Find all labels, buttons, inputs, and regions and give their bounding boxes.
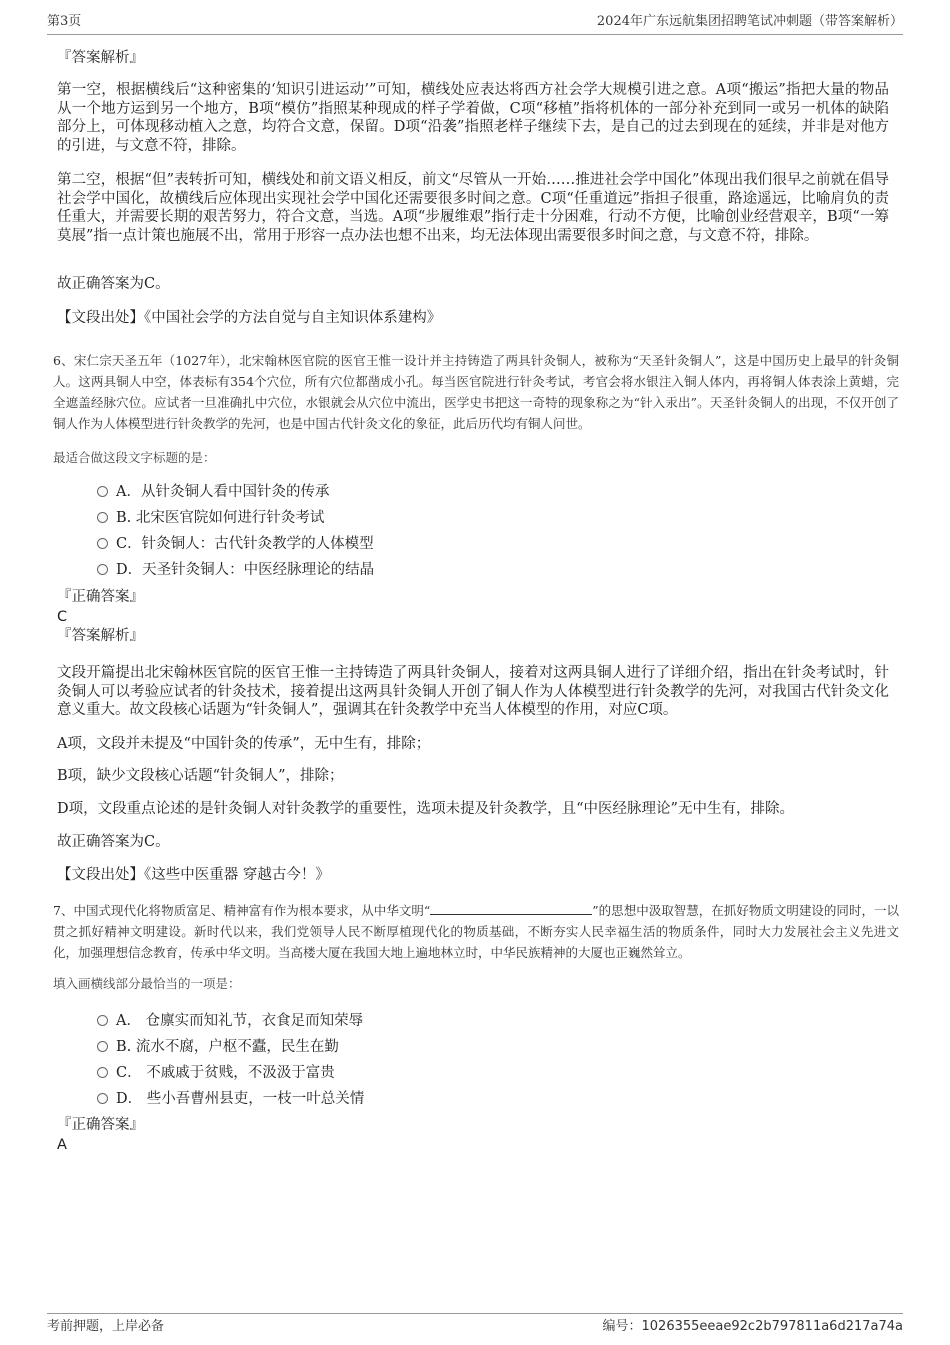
source-citation: 【文段出处】《中国社会学的方法自觉与自主知识体系建构》: [57, 310, 442, 326]
option-c[interactable]: C． 不戚戚于贫贱，不汲汲于富贵: [97, 1062, 335, 1084]
question-7-text: 7、中国式现代化将物质富足、精神富有作为根本要求，从中华文明“ ”的思想中汲取智慧，在抓好物质文明建设的同时，一以贯之抓好精神文明建设。新时代以来，我们党领导人民不断厚植现代化的物质基础，不断夯实人民幸福生活的物质条件，同时大力发展社会主义先进文化，加强理想信念教育，传承中华文明。当高楼大厦在我国大地上遍地林立时，中华民族精神的大厦也正巍然耸立。: [53, 903, 899, 960]
option-b[interactable]: B. 北宋医官院如何进行针灸考试: [97, 507, 324, 529]
analysis-paragraph-1: 第一空，根据横线后“这种密集的‘知识引进运动’”可知，横线处应表达将西方社会学大规模引进之意。A项“搬运”指把大量的物品从一个地方运到另一个地方，B项“模仿”指照某种现成的样子学着做，C项“移植”指将机体的一部分补充到同一或另一机体的缺陷部分上，可体现移动植入之意，均符合文意，保留。D项“沿袭”指照老样子继续下去，是自己的过去到现在的延续，并非是对他方的引进，与文意不符，排除。: [57, 82, 889, 154]
analysis-label: 『答案解析』: [57, 628, 144, 644]
option-b[interactable]: B. 流水不腐，户枢不蠹，民生在勤: [97, 1036, 339, 1058]
radio-icon[interactable]: [97, 1093, 108, 1104]
analysis-note-b: B项，缺少文段核心话题“针灸铜人”，排除；: [57, 768, 344, 784]
conclusion: 故正确答案为C。: [57, 276, 170, 292]
question-7-prompt: 填入画横线部分最恰当的一项是：: [53, 976, 241, 991]
option-d[interactable]: D．天圣针灸铜人：中医经脉理论的结晶: [97, 559, 374, 581]
analysis-paragraph-2: 第二空，根据“但”表转折可知，横线处和前文语义相反，前文“尽管从一开始……推进社会学中国化”体现出我们很早之前就在倡导社会学中国化，故横线后应体现出实现社会学中国化还需要很多时间之意。C项“任重道远”指担子很重，路途遥远，比喻肩负的责任重大，并需要长期的艰苦努力，符合文意，当选。A项“步履维艰”指行走十分困难，行动不方便，比喻创业经营艰辛，B项“一筹莫展”指一点计策也施展不出，常用于形容一点办法也想不出来，均无法体现出需要很多时间之意，与文意不符，排除。: [57, 172, 889, 244]
analysis-label: 『答案解析』: [57, 50, 144, 66]
option-a[interactable]: A．从针灸铜人看中国针灸的传承: [97, 481, 329, 503]
source-citation: 【文段出处】《这些中医重器 穿越古今！》: [57, 867, 330, 883]
radio-icon[interactable]: [97, 486, 108, 497]
correct-answer: A: [57, 1137, 67, 1153]
correct-answer: C: [57, 609, 68, 625]
page-number: 第3页: [47, 14, 82, 29]
document-code: 编号：1026355eeae92c2b797811a6d217a74a: [602, 1319, 903, 1334]
option-d[interactable]: D． 些小吾曹州县吏，一枝一叶总关情: [97, 1088, 364, 1110]
question-6-text: 6、宋仁宗天圣五年（1027年），北宋翰林医官院的医官王惟一设计并主持铸造了两具针灸铜人，被称为“天圣针灸铜人”，这是中国历史上最早的针灸铜人。这两具铜人中空，体表标有354个穴位，所有穴位都凿成小孔。每当医官院进行针灸考试，考官会将水银注入铜人体内，再将铜人体表涂上黄蜡，完全遮盖经脉穴位。应试者一旦准确扎中穴位，水银就会从穴位中流出，医学史书把这一奇特的现象称之为“针入汞出”。天圣针灸铜人的出现，不仅开创了铜人作为人体模型进行针灸教学的先河，也是中国古代针灸文化的象征，此后历代均有铜人问世。: [53, 353, 899, 431]
analysis-paragraph: 文段开篇提出北宋翰林医官院的医官王惟一主持铸造了两具针灸铜人，接着对这两具铜人进行了详细介绍，指出在针灸考试时，针灸铜人可以考验应试者的针灸技术，接着提出这两具针灸铜人开创了铜人作为人体模型进行针灸教学的先河，对我国古代针灸文化意义重大。故文段核心话题为“针灸铜人”，强调其在针灸教学中充当人体模型的作用，对应C项。: [57, 665, 889, 718]
analysis-note-a: A项，文段并未提及“中国针灸的传承”，无中生有，排除；: [57, 736, 431, 752]
option-c[interactable]: C．针灸铜人：古代针灸教学的人体模型: [97, 533, 374, 555]
page-footer: [47, 1313, 903, 1336]
analysis-note-d: D项，文段重点论述的是针灸铜人对针灸教学的重要性，选项未提及针灸教学，且“中医经脉理论”无中生有，排除。: [57, 801, 794, 817]
radio-icon[interactable]: [97, 564, 108, 575]
radio-icon[interactable]: [97, 1067, 108, 1078]
correct-answer-label: 『正确答案』: [57, 589, 144, 605]
footer-slogan: 考前押题，上岸必备: [47, 1319, 165, 1334]
fill-in-blank: [430, 901, 592, 915]
radio-icon[interactable]: [97, 512, 108, 523]
document-title: 2024年广东远航集团招聘笔试冲刺题（带答案解析）: [596, 14, 903, 29]
radio-icon[interactable]: [97, 1041, 108, 1052]
conclusion: 故正确答案为C。: [57, 834, 170, 850]
radio-icon[interactable]: [97, 538, 108, 549]
page-header: [47, 12, 903, 35]
option-a[interactable]: A． 仓廪实而知礼节，衣食足而知荣辱: [97, 1010, 363, 1032]
question-6-prompt: 最适合做这段文字标题的是：: [53, 450, 216, 465]
correct-answer-label: 『正确答案』: [57, 1117, 144, 1133]
radio-icon[interactable]: [97, 1015, 108, 1026]
